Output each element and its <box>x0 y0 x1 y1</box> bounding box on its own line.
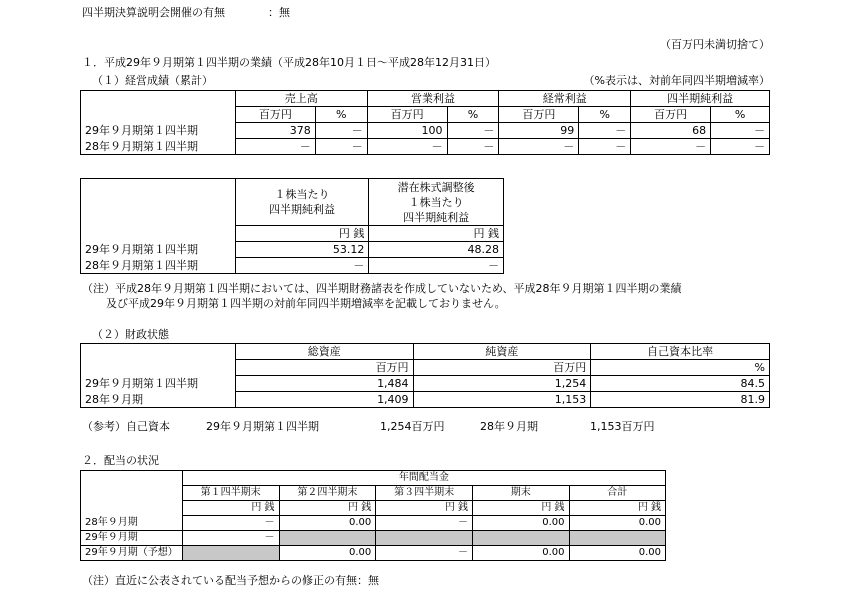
value-cell: － <box>579 123 631 139</box>
value-cell: － <box>579 139 631 155</box>
table4-group-row <box>81 471 666 486</box>
unit-cell: % <box>711 107 770 123</box>
shaded-cell <box>182 546 279 561</box>
table-row <box>81 546 666 561</box>
value-cell: － <box>369 258 504 274</box>
table-row <box>81 258 504 274</box>
value-cell: 0.00 <box>473 516 569 531</box>
unit-cell: 百万円 <box>235 107 315 123</box>
financial-position-heading: （２）財政状態 <box>92 328 169 341</box>
value-cell: － <box>711 139 770 155</box>
value-cell: 99 <box>499 123 579 139</box>
row-label: 29年９月期第１四半期 <box>81 242 236 258</box>
value-cell: 1,484 <box>235 376 413 392</box>
table-row <box>81 516 666 531</box>
table1-unit-row <box>81 107 770 123</box>
value-cell: 378 <box>235 123 315 139</box>
unit-cell: 百万円 <box>499 107 579 123</box>
header-q1-end: 第１四半期末 <box>182 486 279 501</box>
header-eps: １株当たり 四半期純利益 <box>235 179 369 226</box>
row-label: 28年９月期 <box>81 392 236 408</box>
unit-cell: 円 銭 <box>569 501 666 516</box>
table-row <box>81 139 770 155</box>
shaded-cell <box>279 531 376 546</box>
table2-header-row <box>81 179 504 226</box>
unit-cell: % <box>315 107 367 123</box>
value-cell: － <box>447 123 499 139</box>
shaded-cell <box>376 531 473 546</box>
value-cell: － <box>235 258 369 274</box>
value-cell: － <box>447 139 499 155</box>
value-cell: － <box>376 516 473 531</box>
value-cell: 81.9 <box>591 392 770 408</box>
value-cell: 53.12 <box>235 242 369 258</box>
value-cell: 1,153 <box>413 392 591 408</box>
row-label: 29年９月期第１四半期 <box>81 123 236 139</box>
header-annual-dividend: 年間配当金 <box>182 471 665 486</box>
unit-cell: 百万円 <box>413 360 591 376</box>
table-row <box>81 392 770 408</box>
row-label: 29年９月期 <box>81 531 183 546</box>
value-cell: － <box>367 139 447 155</box>
value-cell: － <box>315 139 367 155</box>
header-net-income: 四半期純利益 <box>631 91 770 107</box>
header-total: 合計 <box>569 486 666 501</box>
reference-period-2: 28年９月期 <box>480 420 538 433</box>
header-year-end: 期末 <box>473 486 569 501</box>
value-cell: 0.00 <box>569 546 666 561</box>
header-sales: 売上高 <box>235 91 367 107</box>
unit-cell: % <box>591 360 770 376</box>
row-label: 28年９月期第１四半期 <box>81 258 236 274</box>
reference-label: （参考）自己資本 <box>82 420 170 433</box>
value-cell: 1,254 <box>413 376 591 392</box>
value-cell: － <box>182 531 279 546</box>
value-cell: 0.00 <box>279 516 376 531</box>
header-q2-end: 第２四半期末 <box>279 486 376 501</box>
header-line <box>82 4 290 20</box>
value-cell: 68 <box>631 123 711 139</box>
header-operating-income: 営業利益 <box>367 91 499 107</box>
value-cell: － <box>711 123 770 139</box>
value-cell: 0.00 <box>569 516 666 531</box>
header-q3-end: 第３四半期末 <box>376 486 473 501</box>
table3-unit-row <box>81 360 770 376</box>
value-cell: － <box>499 139 579 155</box>
reference-period-1: 29年９月期第１四半期 <box>206 420 319 433</box>
reference-value-2: 1,153百万円 <box>590 420 655 433</box>
header-net-assets: 純資産 <box>413 344 591 360</box>
header-ordinary-income: 経常利益 <box>499 91 631 107</box>
table2-unit-row <box>81 226 504 242</box>
value-cell: 48.28 <box>369 242 504 258</box>
value-cell: 0.00 <box>473 546 569 561</box>
value-cell: － <box>315 123 367 139</box>
unit-cell: 円 銭 <box>376 501 473 516</box>
row-label: 29年９月期（予想） <box>81 546 183 561</box>
unit-cell: 円 銭 <box>235 226 369 242</box>
note-line-2: 及び平成29年９月期第１四半期の対前年同四半期増減率を記載しておりません。 <box>106 297 506 310</box>
row-label: 29年９月期第１四半期 <box>81 376 236 392</box>
section1-title: １．平成29年９月期第１四半期の業績（平成28年10月１日～平成28年12月31日） <box>82 56 496 69</box>
corner-cell <box>81 179 236 226</box>
unit-cell: 円 銭 <box>369 226 504 242</box>
corner-cell <box>81 344 236 360</box>
briefing-value: ：無 <box>268 6 290 19</box>
percent-note: （%表示は、対前年同四半期増減率） <box>583 74 770 87</box>
unit-cell: 円 銭 <box>473 501 569 516</box>
unit-cell: 円 銭 <box>182 501 279 516</box>
unit-cell: 円 銭 <box>279 501 376 516</box>
table4-unit-row <box>81 501 666 516</box>
corner-cell <box>81 91 236 107</box>
briefing-label: 四半期決算説明会開催の有無 <box>82 6 225 19</box>
table-row <box>81 123 770 139</box>
table-row <box>81 531 666 546</box>
header-equity-ratio: 自己資本比率 <box>591 344 770 360</box>
value-cell: － <box>235 139 315 155</box>
value-cell: － <box>631 139 711 155</box>
section2-title: ２．配当の状況 <box>82 454 159 467</box>
table-row <box>81 242 504 258</box>
value-cell: － <box>182 516 279 531</box>
value-cell: 1,409 <box>235 392 413 408</box>
row-label: 28年９月期 <box>81 516 183 531</box>
per-share-table <box>80 178 504 274</box>
table-row <box>81 376 770 392</box>
dividend-note: （注）直近に公表されている配当予想からの修正の有無：無 <box>82 574 379 587</box>
reference-value-1: 1,254百万円 <box>380 420 445 433</box>
row-label: 28年９月期第１四半期 <box>81 139 236 155</box>
operating-results-table <box>80 90 770 155</box>
unit-cell: 百万円 <box>367 107 447 123</box>
unit-cell: % <box>579 107 631 123</box>
operating-results-heading: （１）経営成績（累計） <box>92 74 213 87</box>
value-cell: － <box>376 546 473 561</box>
note-line-1: （注）平成28年９月期第１四半期においては、四半期財務諸表を作成していないため、平成28年９月期第１四半期の業績 <box>82 282 682 295</box>
dividend-table <box>80 470 666 561</box>
table1-header-row <box>81 91 770 107</box>
header-total-assets: 総資産 <box>235 344 413 360</box>
shaded-cell <box>569 531 666 546</box>
unit-cell: 百万円 <box>235 360 413 376</box>
value-cell: 100 <box>367 123 447 139</box>
corner-cell <box>81 471 183 486</box>
header-diluted-eps: 潜在株式調整後 １株当たり 四半期純利益 <box>369 179 504 226</box>
value-cell: 84.5 <box>591 376 770 392</box>
table3-header-row <box>81 344 770 360</box>
unit-cell: 百万円 <box>631 107 711 123</box>
unit-cell: % <box>447 107 499 123</box>
value-cell: 0.00 <box>279 546 376 561</box>
table4-header-row <box>81 486 666 501</box>
financial-position-table <box>80 343 770 408</box>
shaded-cell <box>473 531 569 546</box>
unit-note: （百万円未満切捨て） <box>660 38 770 51</box>
